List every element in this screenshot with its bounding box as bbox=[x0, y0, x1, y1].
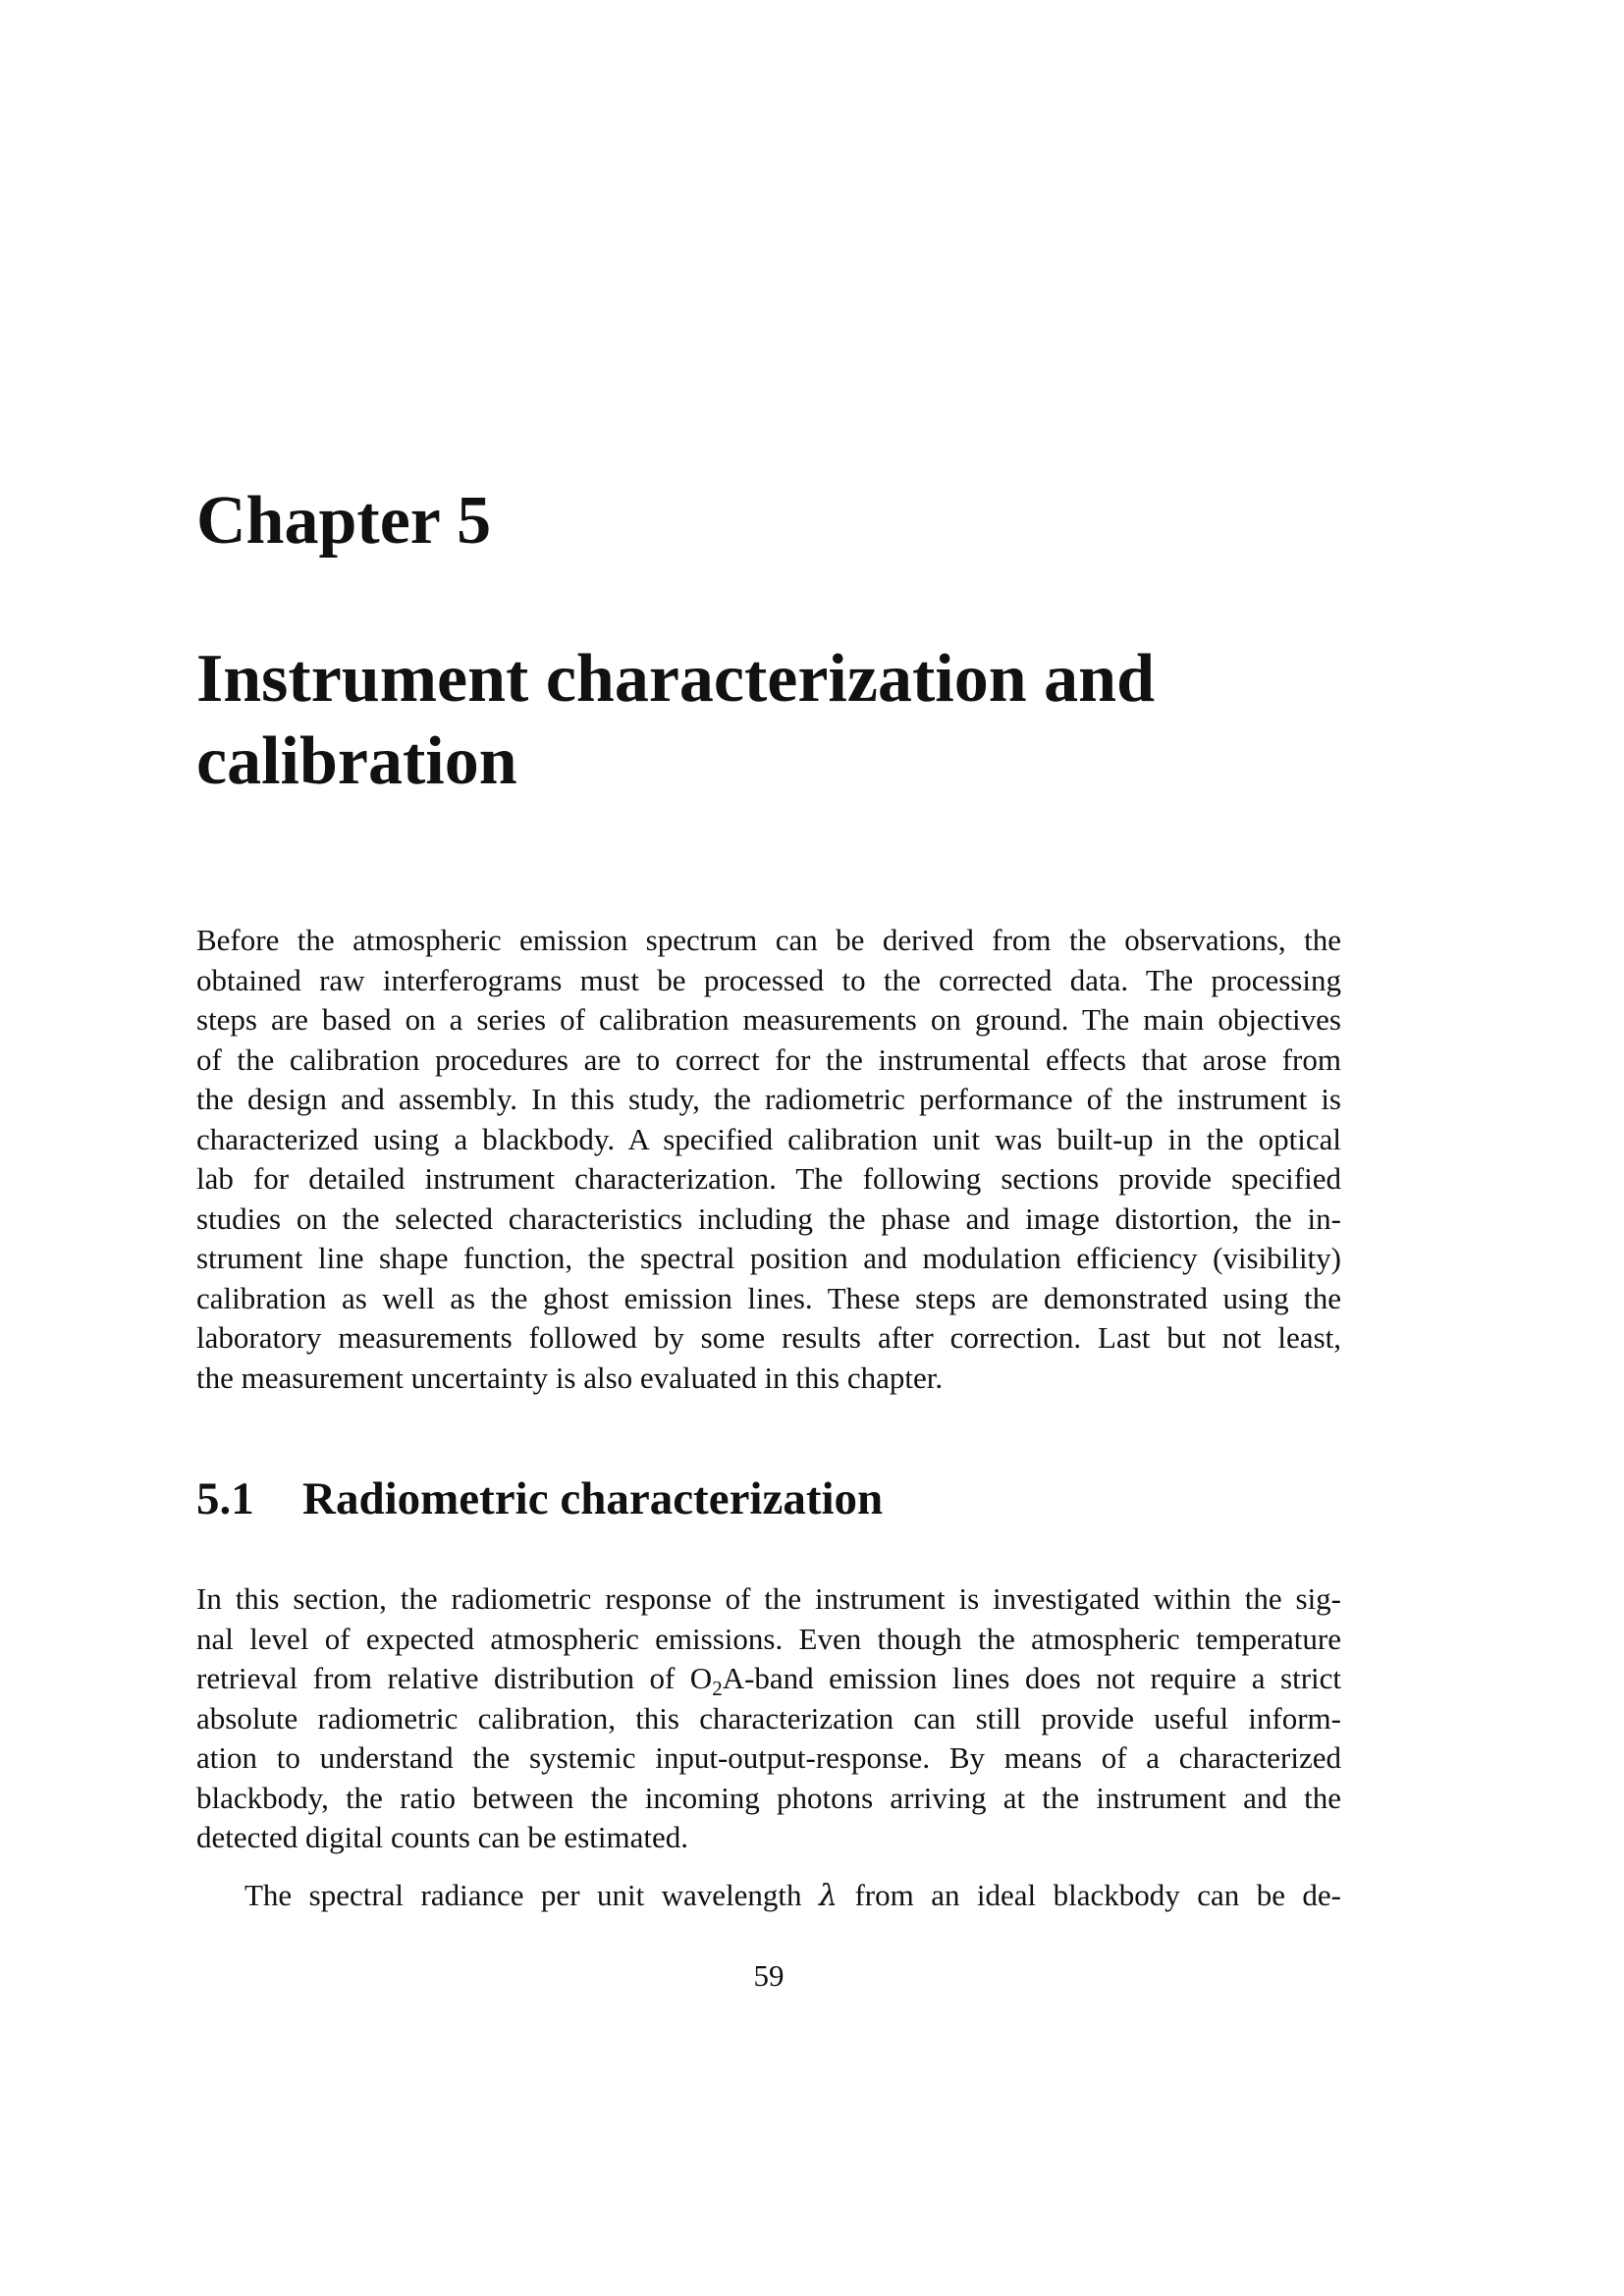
intro-line: laboratory measurements followed by some results after correction. Last but not least, bbox=[196, 1320, 1341, 1355]
intro-line: studies on the selected characteristics including the phase and image distortion, the in- bbox=[196, 1201, 1341, 1236]
chapter-label: Chapter 5 bbox=[196, 483, 492, 559]
section-line: absolute radiometric calibration, this characterization can still provide useful inform- bbox=[196, 1700, 1341, 1735]
intro-paragraph bbox=[196, 921, 1341, 1398]
chapter-title bbox=[196, 638, 1424, 803]
chapter-title-line-2: calibration bbox=[196, 723, 517, 799]
section-line-with-subscript bbox=[196, 1659, 1341, 1699]
intro-line: calibration as well as the ghost emission lines. These steps are demonstrated using the bbox=[196, 1280, 1341, 1315]
next-paragraph-text-after: from an ideal blackbody can be de- bbox=[838, 1878, 1341, 1912]
next-paragraph-text-before: The spectral radiance per unit wavelength bbox=[244, 1878, 820, 1912]
next-paragraph-line bbox=[196, 1876, 1341, 1917]
intro-line: the measurement uncertainty is also evaluated in this chapter. bbox=[196, 1360, 944, 1395]
intro-line: characterized using a blackbody. A specified calibration unit was built-up in the optical bbox=[196, 1121, 1341, 1156]
intro-line: of the calibration procedures are to correct for the instrumental effects that arose from bbox=[196, 1041, 1341, 1077]
section-line: blackbody, the ratio between the incoming photons arriving at the instrument and the bbox=[196, 1780, 1341, 1815]
lambda-symbol: λ bbox=[819, 1879, 839, 1913]
section-paragraph bbox=[196, 1579, 1341, 1858]
section-line: ation to understand the systemic input-output-response. By means of a characterized bbox=[196, 1740, 1341, 1775]
line-text-after-subscript: A-band emission lines does not require a strict bbox=[722, 1661, 1342, 1695]
intro-line: strument line shape function, the spectral position and modulation efficiency (visibility) bbox=[196, 1241, 1341, 1275]
section-line: detected digital counts can be estimated. bbox=[196, 1820, 688, 1854]
page-number: 59 bbox=[753, 1958, 785, 1993]
intro-line: lab for detailed instrument characterization. The following sections provide specified bbox=[196, 1161, 1341, 1196]
section-heading bbox=[196, 1474, 883, 1525]
section-title: Radiometric characterization bbox=[302, 1473, 884, 1524]
intro-line: steps are based on a series of calibration measurements on ground. The main objectives bbox=[196, 1002, 1341, 1037]
intro-line: Before the atmospheric emission spectrum can be derived from the observations, the bbox=[196, 923, 1341, 957]
intro-line: the design and assembly. In this study, the radiometric performance of the instrument is bbox=[196, 1082, 1341, 1116]
line-text-before-subscript: retrieval from relative distribution of O bbox=[196, 1661, 713, 1695]
section-line: nal level of expected atmospheric emissions. Even though the atmospheric temperature bbox=[196, 1621, 1341, 1656]
section-number: 5.1 bbox=[196, 1473, 254, 1524]
section-line: In this section, the radiometric response of the instrument is investigated within the sig- bbox=[196, 1581, 1341, 1616]
o2-subscript: 2 bbox=[712, 1677, 723, 1700]
intro-line: obtained raw interferograms must be processed to the corrected data. The processing bbox=[196, 962, 1341, 997]
chapter-title-line-1: Instrument characterization and bbox=[196, 641, 1156, 717]
next-paragraph bbox=[196, 1876, 1341, 1917]
